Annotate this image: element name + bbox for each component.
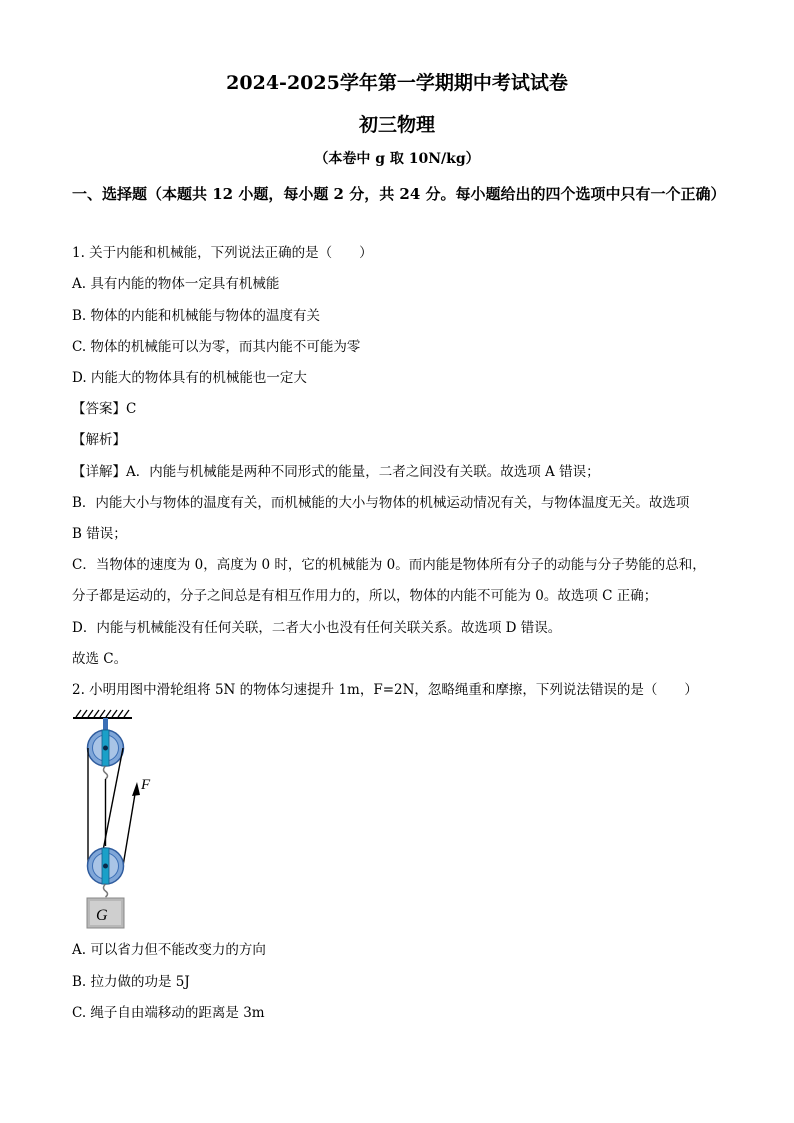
q2-option-a: A. 可以省力但不能改变力的方向 <box>72 942 266 958</box>
q1-option-a: A. 具有内能的物体一定具有机械能 <box>72 276 280 292</box>
q1-analysis-tag: 【解析】 <box>72 432 126 448</box>
section-heading: 一、选择题（本题共 12 小题，每小题 2 分，共 24 分。每小题给出的四个选项中只有一个正确） <box>72 185 726 203</box>
q1-explanation-line: B 错误； <box>72 526 127 542</box>
ropes <box>88 748 136 866</box>
detail-tag: 【详解】 <box>72 464 126 480</box>
force-label: F <box>141 777 151 793</box>
q1-conclusion: 故选 C。 <box>72 651 128 667</box>
q2-option-b: B. 拉力做的功是 5J <box>72 974 190 990</box>
q1-explanation-line: B．内能大小与物体的温度有关，而机械能的大小与物体的机械运动情况有关，与物体温度无关。故选项 <box>72 495 690 511</box>
q1-option-d: D. 内能大的物体具有的机械能也一定大 <box>72 370 307 386</box>
q1-explanation-line: C．当物体的速度为 0，高度为 0 时，它的机械能为 0。而内能是物体所有分子的动能与分子势能的总和， <box>72 557 706 573</box>
pulley-diagram <box>70 706 170 931</box>
q1-answer <box>72 399 722 419</box>
answer-tag: 【答案】 <box>72 401 126 417</box>
q1-explanation-line: D．内能与机械能没有任何关联，二者大小也没有任何关联关系。故选项 D 错误。 <box>72 620 562 636</box>
q2-stem: 2. 小明用图中滑轮组将 5N 的物体匀速提升 1m，F=2N，忽略绳重和摩擦，下列说法错误的是（ ） <box>72 682 698 698</box>
weight-label: G <box>96 907 108 924</box>
exam-note: （本卷中 g 取 10N/kg） <box>314 151 480 167</box>
exam-subtitle: 初三物理 <box>358 114 435 136</box>
pulley-figure <box>70 706 170 935</box>
q1-explanation-line: 分子都是运动的，分子之间总是有相互作用力的，所以，物体的内能不可能为 0。故选项 C 正确； <box>72 588 658 604</box>
force-arrow-head <box>132 782 140 796</box>
explanation-text: A．内能与机械能是两种不同形式的能量，二者之间没有关联。故选项 A 错误； <box>126 464 600 480</box>
answer-value: C <box>126 401 137 417</box>
q1-explanation-line <box>72 462 722 482</box>
q1-option-c: C. 物体的机械能可以为零，而其内能不可能为零 <box>72 339 361 355</box>
movable-pulley <box>88 848 124 897</box>
q1-stem: 1. 关于内能和机械能，下列说法正确的是（ ） <box>72 245 373 261</box>
exam-title: 2024-2025学年第一学期期中考试试卷 <box>226 72 568 94</box>
q2-option-c: C. 绳子自由端移动的距离是 3m <box>72 1005 265 1021</box>
ceiling-hatch <box>76 710 129 717</box>
q1-option-b: B. 物体的内能和机械能与物体的温度有关 <box>72 308 321 324</box>
